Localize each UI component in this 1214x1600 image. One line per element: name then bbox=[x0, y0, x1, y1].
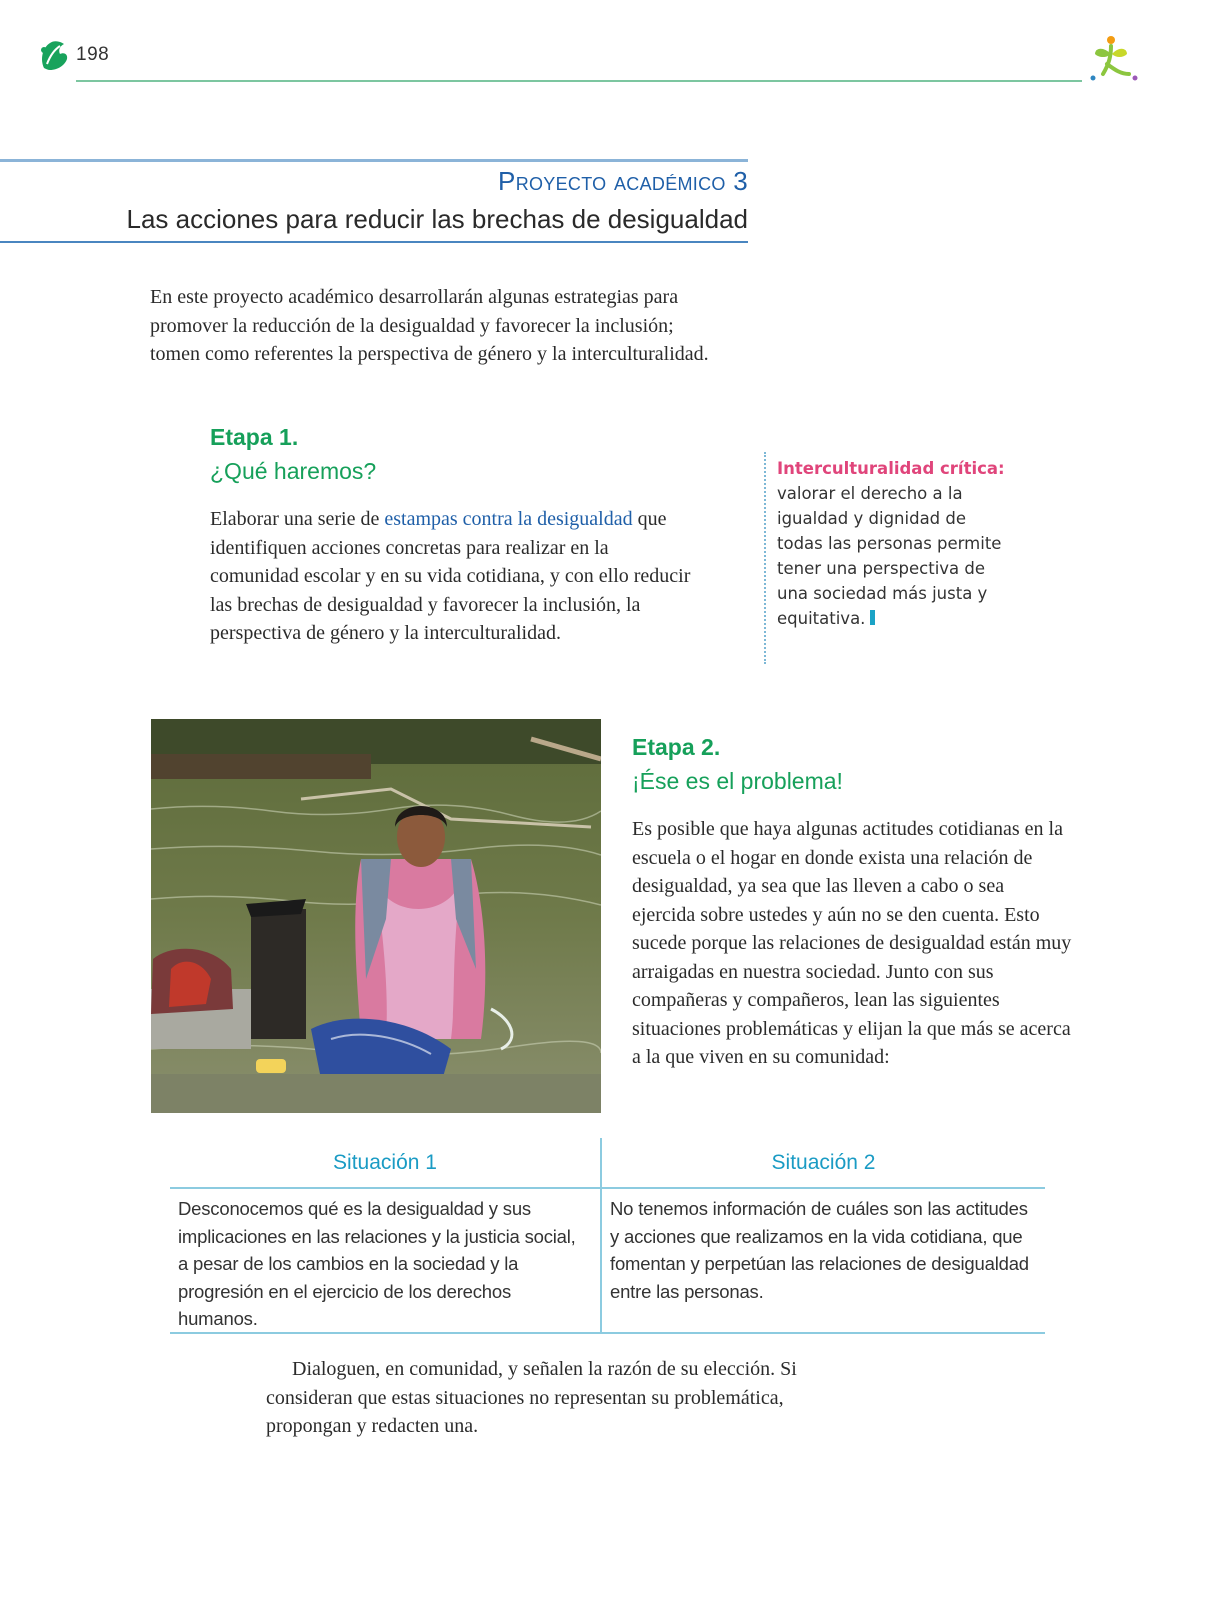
situations-table-header-rule bbox=[170, 1187, 1045, 1189]
intro-paragraph: En este proyecto académico desarrollarán algunas estrategias para promover la reducción de la desigualdad y favorecer la inclusión; tomen como referentes la perspectiva de género y la interculturalidad. bbox=[150, 286, 709, 365]
stage1-title: Etapa 1. bbox=[210, 424, 299, 450]
end-mark-icon bbox=[870, 610, 875, 625]
stage1-text-after: que identifiquen acciones concretas para realizar en la comunidad escolar y en su vida cotidiana, y con ello reducir las brechas de desigualdad y favorecer la inclusión, la perspectiva de género y la interculturalidad. bbox=[210, 508, 691, 644]
stage2-paragraph: Es posible que haya algunas actitudes cotidianas en la escuela o el hogar en donde exista una relación de desigualdad, ya sea que las lleven a cabo o sea ejercida sobre ustedes y aún no se den cuenta. Esto sucede porque las relaciones de desigualdad están muy arraigadas en nuestra sociedad. Junto con sus compañeras y compañeros, lean las siguientes situaciones problemáticas y elijan la que más se acerca a la que viven en su comunidad: bbox=[632, 818, 1072, 1068]
stage1-highlight: estampas contra la desigualdad bbox=[384, 508, 633, 530]
closing-paragraph: Dialoguen, en comunidad, y señalen la razón de su elección. Si consideran que estas situaciones no representan su problemática, propongan y redacten una. bbox=[266, 1358, 797, 1437]
stage1-text-before: Elaborar una serie de bbox=[210, 508, 385, 530]
project-subtitle: Las acciones para reducir las brechas de desigualdad bbox=[126, 204, 748, 234]
stage2-title: Etapa 2. bbox=[632, 734, 721, 760]
glossary-note bbox=[777, 456, 1007, 631]
stage2-subtitle: ¡Ése es el problema! bbox=[632, 768, 843, 794]
situation2-heading: Situación 2 bbox=[771, 1151, 876, 1174]
header-rule bbox=[76, 80, 1082, 82]
glossary-term: Interculturalidad crítica: bbox=[777, 459, 1005, 478]
sprout-logo-icon bbox=[1085, 30, 1143, 88]
situation1-heading: Situación 1 bbox=[333, 1151, 437, 1174]
title-rule-bottom bbox=[0, 241, 748, 243]
green-leaf-icon bbox=[38, 38, 70, 74]
glossary-border bbox=[764, 452, 766, 664]
title-rule-top bbox=[0, 159, 748, 162]
situation2-text: No tenemos información de cuáles son las actitudes y acciones que realizamos en la vida cotidiana, que fomentan y perpetúan las relaciones de desigualdad entre las personas. bbox=[610, 1198, 1029, 1302]
glossary-definition: valorar el derecho a la igualdad y dignidad de todas las personas permite tener una perspectiva de una sociedad más justa y equitativa. bbox=[777, 484, 1002, 628]
river-photo bbox=[151, 719, 601, 1113]
page-number: 198 bbox=[76, 44, 110, 65]
stage1-subtitle: ¿Qué haremos? bbox=[210, 458, 377, 484]
stage1-paragraph bbox=[210, 505, 700, 648]
situation1-text: Desconocemos qué es la desigualdad y sus implicaciones en las relaciones y la justicia social, a pesar de los cambios en la sociedad y la progresión en el ejercicio de los derechos humanos. bbox=[178, 1198, 576, 1329]
project-title: Proyecto académico 3 bbox=[498, 166, 748, 196]
